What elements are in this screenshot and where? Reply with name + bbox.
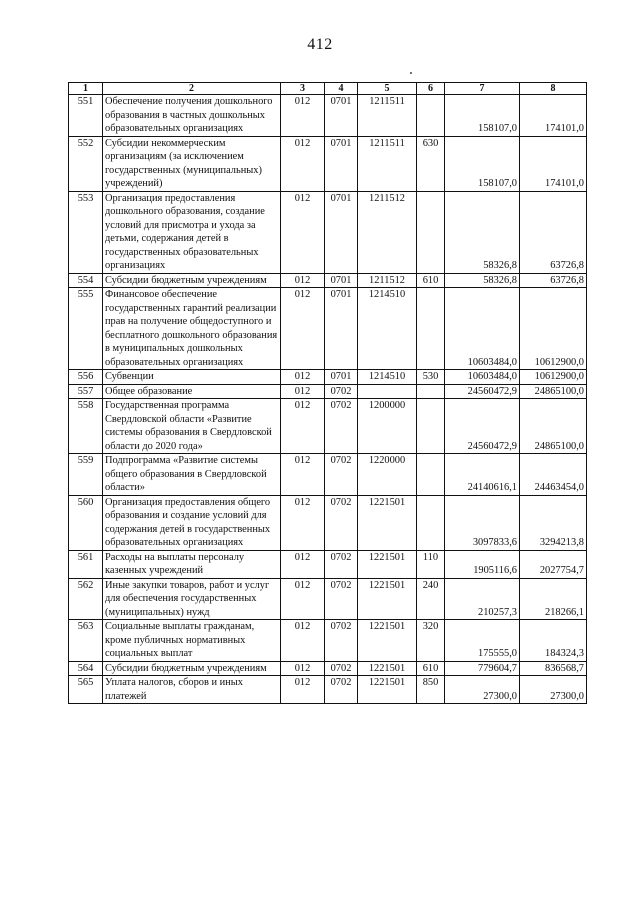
amount-col-8: 24865100,0 xyxy=(520,384,587,399)
amount-col-8: 184324,3 xyxy=(520,620,587,662)
row-name: Государственная программа Свердловской области «Развитие системы образования в Свердловской области до 2020 года» xyxy=(103,399,281,454)
table-row xyxy=(69,136,587,191)
expense-type-code xyxy=(417,399,445,454)
scan-dot xyxy=(410,72,412,74)
section-code: 0702 xyxy=(325,620,358,662)
target-code: 1220000 xyxy=(358,454,417,496)
row-number: 560 xyxy=(69,495,103,550)
target-code: 1221501 xyxy=(358,661,417,676)
table-row xyxy=(69,550,587,578)
row-number: 554 xyxy=(69,273,103,288)
row-name: Социальные выплаты гражданам, кроме публичных нормативных социальных выплат xyxy=(103,620,281,662)
ministry-code: 012 xyxy=(281,273,325,288)
amount-col-8: 2027754,7 xyxy=(520,550,587,578)
ministry-code: 012 xyxy=(281,454,325,496)
ministry-code: 012 xyxy=(281,578,325,620)
ministry-code: 012 xyxy=(281,550,325,578)
amount-col-7: 175555,0 xyxy=(445,620,520,662)
row-number: 564 xyxy=(69,661,103,676)
row-name: Подпрограмма «Развитие системы общего образования в Свердловской области» xyxy=(103,454,281,496)
table-row xyxy=(69,454,587,496)
target-code xyxy=(358,384,417,399)
target-code: 1200000 xyxy=(358,399,417,454)
row-name: Финансовое обеспечение государственных гарантий реализации прав на получение общедоступного и бесплатного дошкольного образования в муниципальных дошкольных образовательных организациях xyxy=(103,288,281,370)
ministry-code: 012 xyxy=(281,384,325,399)
expense-type-code xyxy=(417,384,445,399)
row-name: Субвенции xyxy=(103,370,281,385)
amount-col-7: 27300,0 xyxy=(445,676,520,704)
expense-type-code: 320 xyxy=(417,620,445,662)
ministry-code: 012 xyxy=(281,95,325,137)
amount-col-8: 63726,8 xyxy=(520,273,587,288)
row-name: Организация предоставления дошкольного образования, создание условий для присмотра и ухода за детьми, содержания детей в государственных образовательных организациях xyxy=(103,191,281,273)
expense-type-code: 850 xyxy=(417,676,445,704)
row-name: Субсидии некоммерческим организациям (за исключением государственных (муниципальных) учреждений) xyxy=(103,136,281,191)
section-code: 0702 xyxy=(325,550,358,578)
amount-col-7: 24560472,9 xyxy=(445,399,520,454)
page-number: 412 xyxy=(307,36,333,53)
amount-col-7: 3097833,6 xyxy=(445,495,520,550)
expense-type-code xyxy=(417,288,445,370)
table-row xyxy=(69,370,587,385)
target-code: 1221501 xyxy=(358,676,417,704)
target-code: 1214510 xyxy=(358,288,417,370)
section-code: 0702 xyxy=(325,454,358,496)
row-number: 553 xyxy=(69,191,103,273)
section-code: 0702 xyxy=(325,676,358,704)
expense-type-code: 240 xyxy=(417,578,445,620)
target-code: 1221501 xyxy=(358,495,417,550)
row-number: 559 xyxy=(69,454,103,496)
section-code: 0702 xyxy=(325,661,358,676)
amount-col-7: 158107,0 xyxy=(445,95,520,137)
amount-col-8: 218266,1 xyxy=(520,578,587,620)
ministry-code: 012 xyxy=(281,399,325,454)
table-row xyxy=(69,578,587,620)
amount-col-7: 58326,8 xyxy=(445,273,520,288)
row-number: 561 xyxy=(69,550,103,578)
column-header: 4 xyxy=(325,83,358,95)
column-header: 8 xyxy=(520,83,587,95)
budget-table xyxy=(68,82,587,704)
ministry-code: 012 xyxy=(281,136,325,191)
row-number: 555 xyxy=(69,288,103,370)
amount-col-7: 210257,3 xyxy=(445,578,520,620)
amount-col-8: 27300,0 xyxy=(520,676,587,704)
row-name: Обеспечение получения дошкольного образования в частных дошкольных образовательных организациях xyxy=(103,95,281,137)
table-body xyxy=(69,95,587,704)
amount-col-8: 10612900,0 xyxy=(520,288,587,370)
target-code: 1211511 xyxy=(358,95,417,137)
amount-col-8: 3294213,8 xyxy=(520,495,587,550)
row-name: Уплата налогов, сборов и иных платежей xyxy=(103,676,281,704)
table-row xyxy=(69,384,587,399)
target-code: 1211511 xyxy=(358,136,417,191)
expense-type-code xyxy=(417,95,445,137)
table-row xyxy=(69,191,587,273)
expense-type-code: 110 xyxy=(417,550,445,578)
amount-col-8: 10612900,0 xyxy=(520,370,587,385)
amount-col-8: 24865100,0 xyxy=(520,399,587,454)
table-row xyxy=(69,620,587,662)
amount-col-7: 24140616,1 xyxy=(445,454,520,496)
row-name: Субсидии бюджетным учреждениям xyxy=(103,661,281,676)
expense-type-code: 630 xyxy=(417,136,445,191)
target-code: 1214510 xyxy=(358,370,417,385)
expense-type-code: 610 xyxy=(417,273,445,288)
column-header: 1 xyxy=(69,83,103,95)
table-header-row xyxy=(69,83,587,95)
section-code: 0702 xyxy=(325,495,358,550)
table-row xyxy=(69,288,587,370)
amount-col-8: 174101,0 xyxy=(520,95,587,137)
amount-col-8: 174101,0 xyxy=(520,136,587,191)
section-code: 0701 xyxy=(325,95,358,137)
target-code: 1221501 xyxy=(358,550,417,578)
ministry-code: 012 xyxy=(281,288,325,370)
expense-type-code: 610 xyxy=(417,661,445,676)
table-row xyxy=(69,273,587,288)
section-code: 0702 xyxy=(325,399,358,454)
amount-col-7: 158107,0 xyxy=(445,136,520,191)
table-row xyxy=(69,676,587,704)
target-code: 1211512 xyxy=(358,273,417,288)
expense-type-code xyxy=(417,495,445,550)
ministry-code: 012 xyxy=(281,495,325,550)
section-code: 0702 xyxy=(325,384,358,399)
section-code: 0701 xyxy=(325,136,358,191)
section-code: 0701 xyxy=(325,273,358,288)
row-number: 552 xyxy=(69,136,103,191)
column-header: 7 xyxy=(445,83,520,95)
amount-col-7: 779604,7 xyxy=(445,661,520,676)
row-number: 563 xyxy=(69,620,103,662)
table-row xyxy=(69,399,587,454)
amount-col-8: 63726,8 xyxy=(520,191,587,273)
row-name: Иные закупки товаров, работ и услуг для обеспечения государственных (муниципальных) нужд xyxy=(103,578,281,620)
expense-type-code: 530 xyxy=(417,370,445,385)
amount-col-7: 58326,8 xyxy=(445,191,520,273)
expense-type-code xyxy=(417,454,445,496)
expense-type-code xyxy=(417,191,445,273)
column-header: 5 xyxy=(358,83,417,95)
column-header: 6 xyxy=(417,83,445,95)
ministry-code: 012 xyxy=(281,661,325,676)
target-code: 1211512 xyxy=(358,191,417,273)
target-code: 1221501 xyxy=(358,620,417,662)
row-number: 557 xyxy=(69,384,103,399)
column-header: 3 xyxy=(281,83,325,95)
row-name: Общее образование xyxy=(103,384,281,399)
amount-col-7: 1905116,6 xyxy=(445,550,520,578)
amount-col-7: 10603484,0 xyxy=(445,288,520,370)
section-code: 0701 xyxy=(325,370,358,385)
column-header: 2 xyxy=(103,83,281,95)
section-code: 0701 xyxy=(325,288,358,370)
table-row xyxy=(69,95,587,137)
table-row xyxy=(69,661,587,676)
ministry-code: 012 xyxy=(281,620,325,662)
table-row xyxy=(69,495,587,550)
section-code: 0702 xyxy=(325,578,358,620)
amount-col-7: 10603484,0 xyxy=(445,370,520,385)
row-number: 551 xyxy=(69,95,103,137)
section-code: 0701 xyxy=(325,191,358,273)
ministry-code: 012 xyxy=(281,191,325,273)
amount-col-7: 24560472,9 xyxy=(445,384,520,399)
row-number: 565 xyxy=(69,676,103,704)
row-name: Субсидии бюджетным учреждениям xyxy=(103,273,281,288)
row-name: Расходы на выплаты персоналу казенных учреждений xyxy=(103,550,281,578)
ministry-code: 012 xyxy=(281,370,325,385)
row-number: 558 xyxy=(69,399,103,454)
row-number: 556 xyxy=(69,370,103,385)
ministry-code: 012 xyxy=(281,676,325,704)
amount-col-8: 24463454,0 xyxy=(520,454,587,496)
amount-col-8: 836568,7 xyxy=(520,661,587,676)
target-code: 1221501 xyxy=(358,578,417,620)
row-name: Организация предоставления общего образования и создание условий для содержания детей в государственных образовательных организациях xyxy=(103,495,281,550)
row-number: 562 xyxy=(69,578,103,620)
